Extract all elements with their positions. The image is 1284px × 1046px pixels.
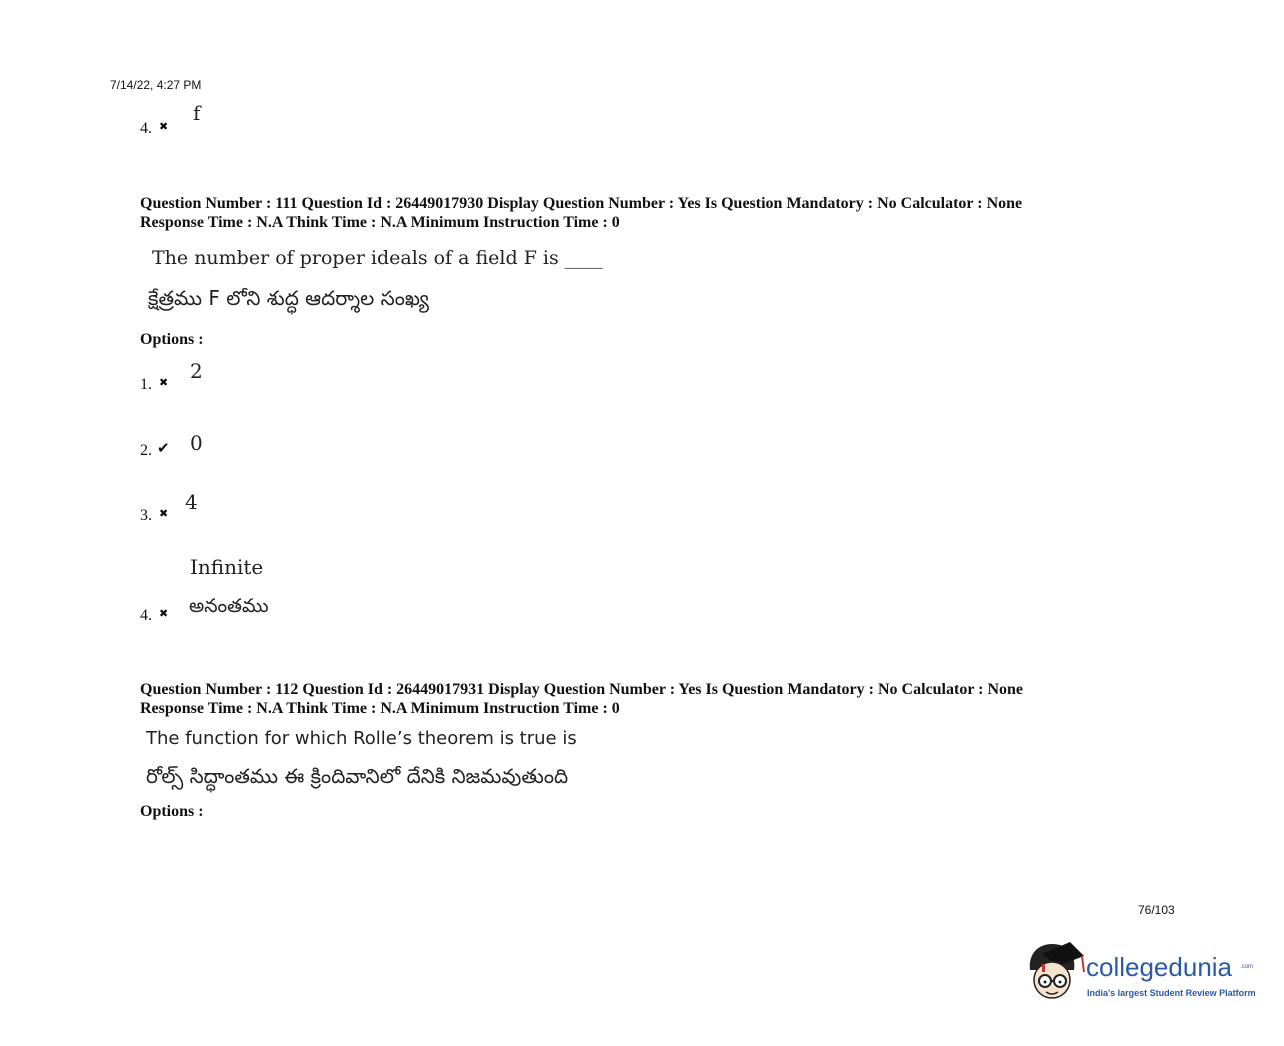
option-value: Infinite [190,555,264,579]
question-meta-line: Question Number : 111 Question Id : 26449017930 Display Question Number : Yes Is Question Mandatory : No Calculator : None [140,195,1023,212]
question-112-meta [140,680,1023,718]
question-112-text-te: రోల్స్ సిద్ధాంతము ఈ క్రిందివానిలో దేనికి నిజమవుతుంది [146,764,569,788]
print-timestamp: 7/14/22, 4:27 PM [110,78,202,92]
page-number: 76/103 [1138,903,1175,917]
cross-icon: ✖ [159,120,169,133]
option-number: 3. [140,507,152,524]
question-meta-line: Response Time : N.A Think Time : N.A Minimum Instruction Time : 0 [140,214,620,231]
options-label: Options : [140,803,204,820]
cross-icon: ✖ [159,607,169,620]
cross-icon: ✖ [159,507,169,520]
collegedunia-mascot-icon [1024,940,1086,1010]
option-value: 4 [185,490,198,514]
question-111-text-te: క్షేత్రము F లోని శుద్ధ ఆదర్శాల సంఖ్య [148,286,429,310]
checkmark-icon: ✔ [157,439,170,457]
option-value: 2 [190,359,203,383]
brand-tagline: India's largest Student Review Platform [1087,988,1256,998]
brand-suffix: .com [1240,964,1254,970]
question-111-text-en: The number of proper ideals of a field F is ____ [152,247,603,269]
question-112-text-en: The function for which Rolle’s theorem is true is [146,728,577,749]
options-label: Options : [140,331,204,348]
option-value: 0 [190,431,203,455]
option-number: 4. [140,120,152,137]
question-meta-line: Response Time : N.A Think Time : N.A Minimum Instruction Time : 0 [140,700,620,717]
option-value-te: అనంతము [189,595,269,617]
question-111-meta [140,194,1022,232]
cross-icon: ✖ [159,376,169,389]
option-value: f [193,101,201,125]
option-number: 4. [140,607,152,624]
option-number: 2. [140,442,152,459]
question-meta-line: Question Number : 112 Question Id : 26449017931 Display Question Number : Yes Is Question Mandatory : No Calculator : None [140,681,1024,698]
option-number: 1. [140,376,152,393]
brand-wordmark: collegedunia [1086,952,1233,982]
prev-option-4 [140,120,152,138]
